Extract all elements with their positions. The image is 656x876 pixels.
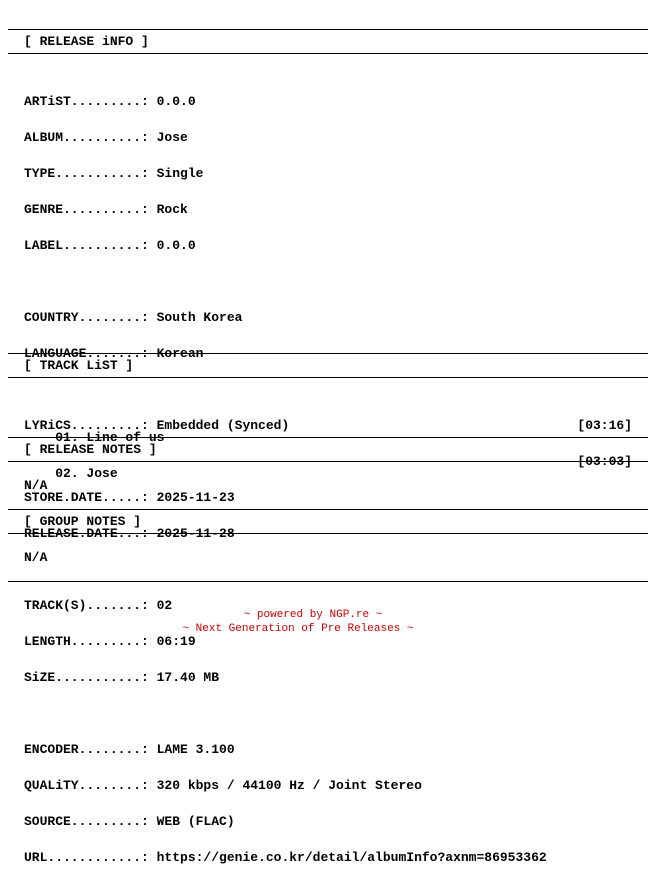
release-date-row [24,528,547,540]
genre-row [24,204,547,216]
source-label: SOURCE.........: [24,814,157,829]
url-label: URL............: [24,850,157,865]
url-value: https://genie.co.kr/detail/albumInfo?axnm=86953362 [156,850,547,865]
length-row [24,636,547,648]
encoder-row [24,744,547,756]
bottom-rule [8,581,648,582]
label-value: 0.0.0 [156,238,196,253]
length-value: 06:19 [156,634,196,649]
quality-value: 320 kbps / 44100 Hz / Joint Stereo [156,778,422,793]
release-info-title: [ RELEASE iNFO ] [24,34,149,49]
track-name: 01. Line of us [55,430,165,445]
quality-label: QUALiTY........: [24,778,157,793]
group-notes-rule [8,533,648,534]
country-row [24,312,547,324]
url-row [24,852,547,864]
type-value: Single [156,166,204,181]
release-notes-rule [8,461,648,462]
tracks-label: TRACK(S).......: [24,598,157,613]
source-row [24,816,547,828]
artist-label: ARTiST.........: [24,94,157,109]
spacer [24,708,547,720]
source-value: WEB (FLAC) [156,814,235,829]
store-date-label: STORE.DATE.....: [24,490,157,505]
lyrics-label: LYRiCS.........: [24,418,157,433]
genre-label: GENRE..........: [24,202,157,217]
artist-row [24,96,547,108]
lyrics-value: Embedded (Synced) [156,418,290,433]
spacer [24,564,547,576]
type-label: TYPE...........: [24,166,157,181]
album-label: ALBUM..........: [24,130,157,145]
release-notes-title: [ RELEASE NOTES ] [24,442,157,457]
quality-row [24,780,547,792]
track-row [24,454,632,481]
track-list-rule [8,377,648,378]
group-notes-body: N/A [24,550,48,565]
label-row [24,240,547,252]
track-list-top-rule [8,353,648,354]
album-value: Jose [156,130,188,145]
track-row [24,418,632,445]
track-duration: [03:03] [577,454,632,469]
group-notes-title: [ GROUP NOTES ] [24,514,142,529]
language-label: LANGUAGE.......: [24,346,157,361]
tracks-value: 02 [156,598,173,613]
track-name: 02. Jose [55,466,118,481]
release-date-label: RELEASE.DATE...: [24,526,157,541]
group-notes-top-rule [8,509,648,510]
size-label: SiZE...........: [24,670,157,685]
length-label: LENGTH.........: [24,634,157,649]
country-label: COUNTRY........: [24,310,157,325]
type-row [24,168,547,180]
top-rule [8,29,648,30]
size-value: 17.40 MB [156,670,220,685]
spacer [24,384,547,396]
track-list-title: [ TRACK LiST ] [24,358,134,373]
language-value: Korean [156,346,204,361]
footer-powered-by: ~ powered by NGP.re ~ [243,609,383,621]
encoder-value: LAME 3.100 [156,742,235,757]
store-date-row [24,492,547,504]
spacer [24,276,547,288]
release-notes-body: N/A [24,478,48,493]
size-row [24,672,547,684]
label-label: LABEL..........: [24,238,157,253]
release-date-value: 2025-11-28 [156,526,235,541]
country-value: South Korea [156,310,243,325]
release-notes-top-rule [8,437,648,438]
footer-tagline: ~ Next Generation of Pre Releases ~ [182,623,414,635]
genre-value: Rock [156,202,188,217]
encoder-label: ENCODER........: [24,742,157,757]
store-date-value: 2025-11-23 [156,490,235,505]
artist-value: 0.0.0 [156,94,196,109]
track-duration: [03:16] [577,418,632,433]
track-list-block [24,396,632,480]
release-info-rule [8,53,648,54]
album-row [24,132,547,144]
